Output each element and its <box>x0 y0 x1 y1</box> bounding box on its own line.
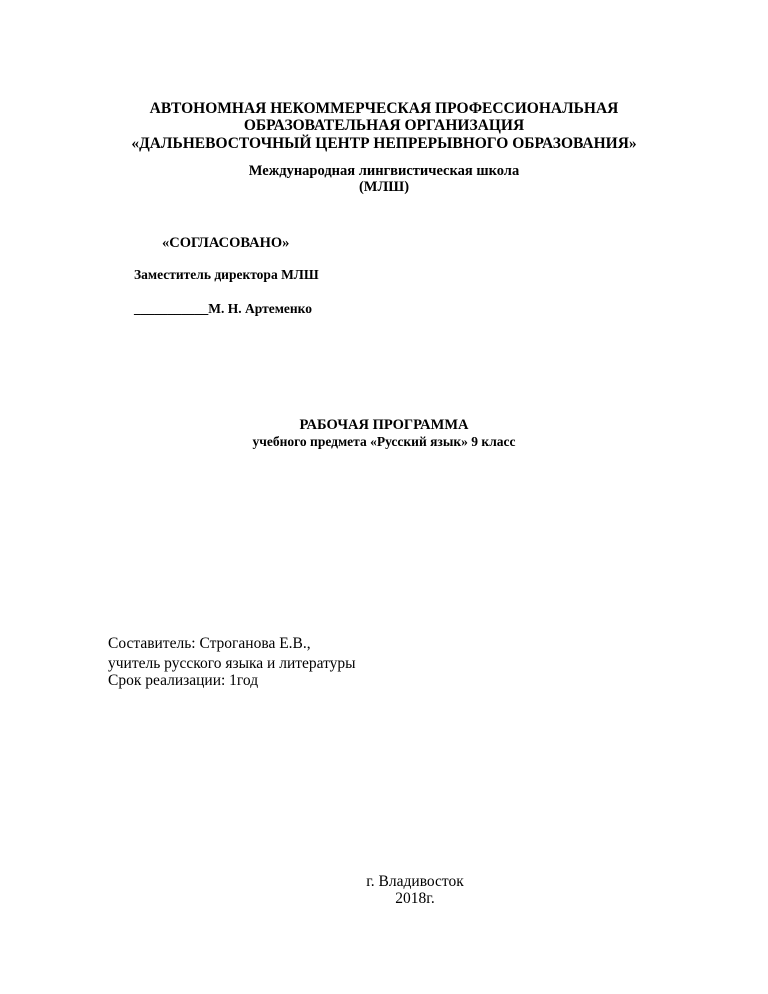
approval-signature: ___________М. Н. Артеменко <box>134 301 313 316</box>
author-line-2: учитель русского языка и литературы <box>108 655 356 672</box>
approval-position: Заместитель директора МЛШ <box>134 267 319 282</box>
organization-line-3: «ДАЛЬНЕВОСТОЧНЫЙ ЦЕНТР НЕПРЕРЫВНОГО ОБРАЗОВАНИЯ» <box>131 135 637 152</box>
program-subtitle: учебного предмета «Русский язык» 9 класс <box>252 434 516 449</box>
author-line-1: Составитель: Строганова Е.В., <box>108 635 311 652</box>
school-name: Международная лингвистическая школа <box>248 163 520 179</box>
year: 2018г. <box>395 890 435 907</box>
school-abbreviation: (МЛШ) <box>358 179 410 195</box>
organization-line-2: ОБРАЗОВАТЕЛЬНАЯ ОРГАНИЗАЦИЯ <box>243 117 525 134</box>
author-line-3: Срок реализации: 1год <box>108 672 259 689</box>
program-title: РАБОЧАЯ ПРОГРАММА <box>299 417 469 433</box>
approval-title: «СОГЛАСОВАНО» <box>162 235 290 251</box>
organization-line-1: АВТОНОМНАЯ НЕКОММЕРЧЕСКАЯ ПРОФЕССИОНАЛЬНАЯ <box>149 100 619 117</box>
city: г. Владивосток <box>366 873 464 890</box>
